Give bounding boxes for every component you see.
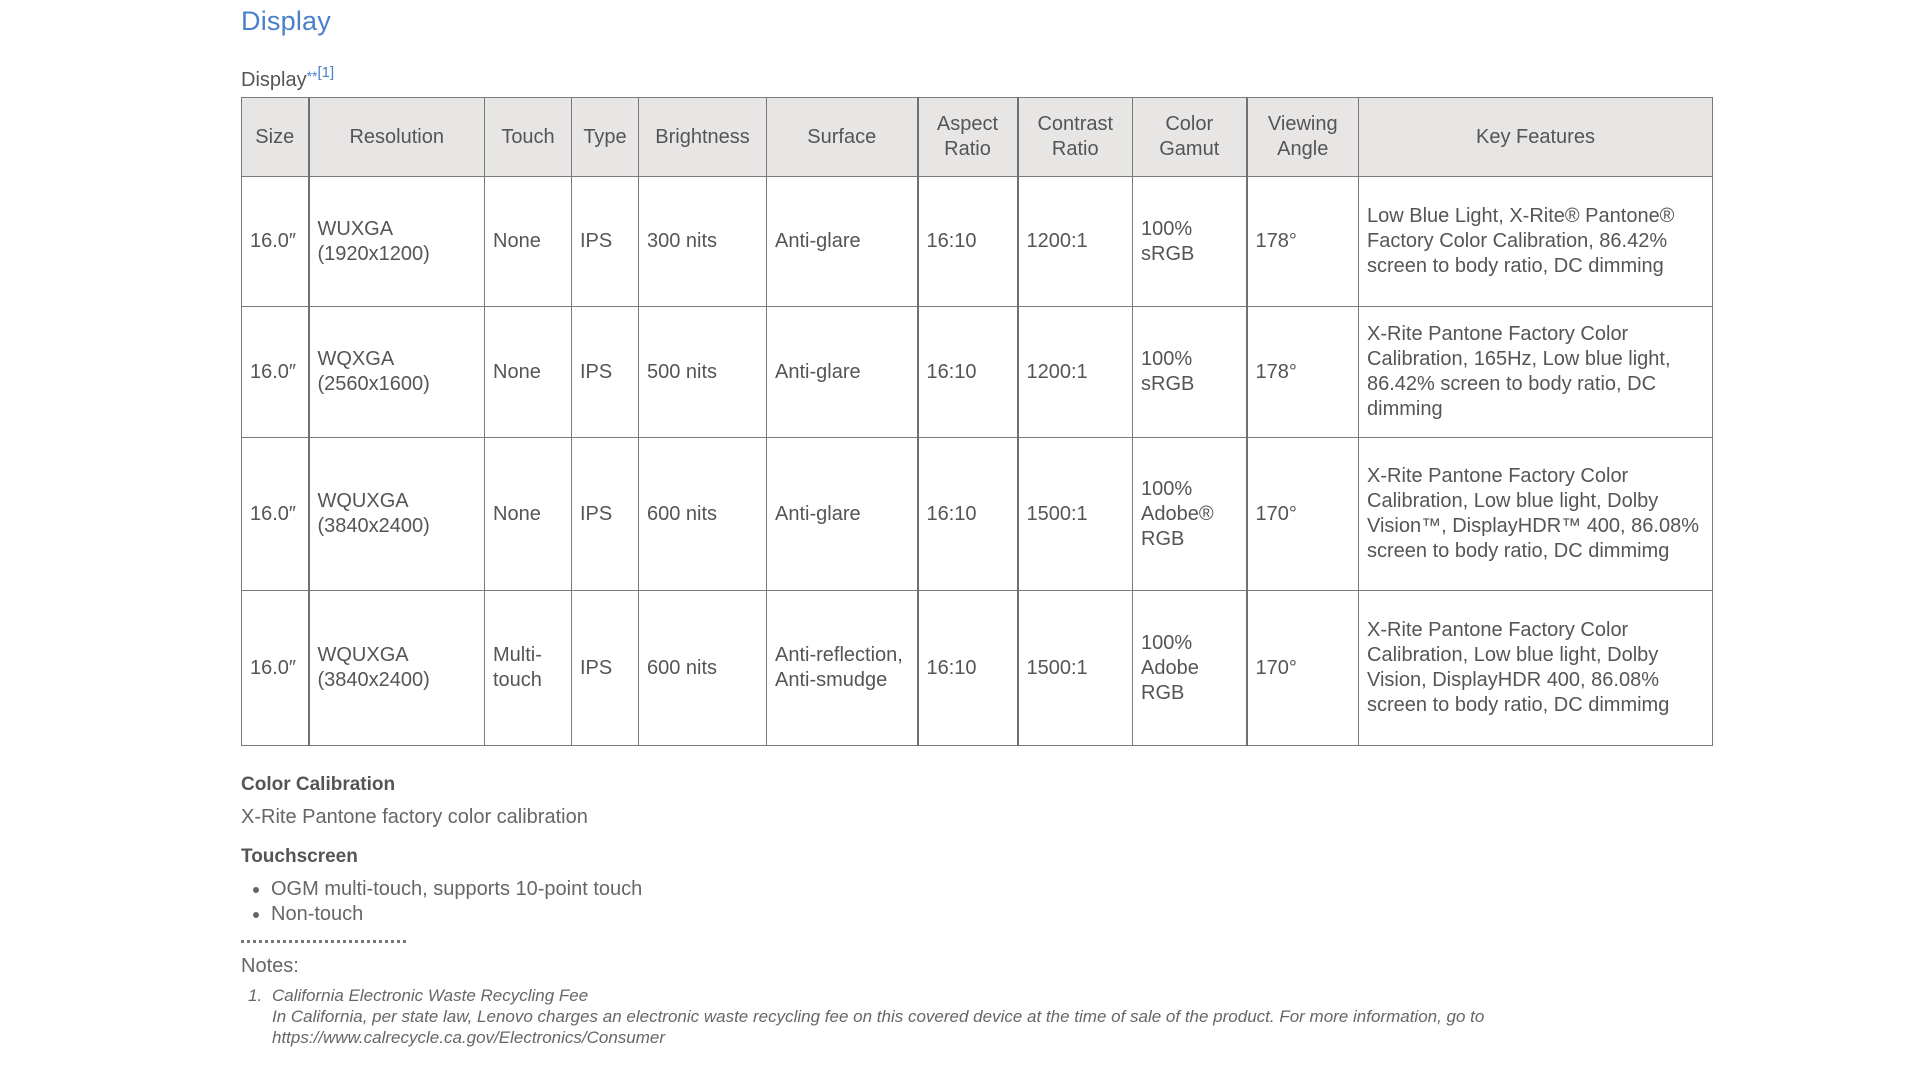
header-viewing-angle: Viewing Angle <box>1247 98 1359 177</box>
cell-surface: Anti-glare <box>767 177 918 307</box>
touchscreen-item: • Non-touch <box>271 902 642 927</box>
cell-surface: Anti-glare <box>767 438 918 591</box>
cell-type: IPS <box>572 307 639 438</box>
cell-key-features: X-Rite Pantone Factory Color Calibration, 165Hz, Low blue light, 86.42% screen to body ratio, DC dimming <box>1359 307 1713 438</box>
cell-brightness: 600 nits <box>639 591 767 746</box>
caption-text: Display <box>241 69 307 91</box>
cell-size: 16.0″ <box>242 307 309 438</box>
cell-color-gamut: 100% sRGB <box>1133 307 1247 438</box>
cell-resolution: WUXGA (1920x1200) <box>309 177 485 307</box>
note-title: California Electronic Waste Recycling Fee <box>272 986 589 1005</box>
header-color-gamut: Color Gamut <box>1133 98 1247 177</box>
header-aspect-ratio: Aspect Ratio <box>918 98 1018 177</box>
notes-list <box>248 985 1708 1048</box>
cell-color-gamut: 100% sRGB <box>1133 177 1247 307</box>
cell-touch: None <box>485 177 572 307</box>
notes-heading: Notes: <box>241 955 299 977</box>
cell-viewing-angle: 178° <box>1247 177 1359 307</box>
header-surface: Surface <box>767 98 918 177</box>
note-body <box>272 985 1708 1048</box>
cell-color-gamut: 100% Adobe® RGB <box>1133 438 1247 591</box>
cell-brightness: 300 nits <box>639 177 767 307</box>
table-row <box>242 307 1713 438</box>
cell-key-features: Low Blue Light, X-Rite® Pantone® Factory Color Calibration, 86.42% screen to body ratio, DC dimming <box>1359 177 1713 307</box>
header-size: Size <box>242 98 309 177</box>
touchscreen-list <box>241 877 642 927</box>
cell-touch: None <box>485 438 572 591</box>
cell-size: 16.0″ <box>242 177 309 307</box>
display-spec-table <box>241 97 1713 746</box>
cell-aspect-ratio: 16:10 <box>918 177 1018 307</box>
cell-color-gamut: 100% Adobe RGB <box>1133 591 1247 746</box>
touchscreen-item: • OGM multi-touch, supports 10-point touch <box>271 877 642 902</box>
cell-type: IPS <box>572 438 639 591</box>
color-calibration-heading: Color Calibration <box>241 774 396 795</box>
cell-surface: Anti-reflection, Anti-smudge <box>767 591 918 746</box>
footnote-ref-link[interactable]: [1] <box>317 64 335 81</box>
header-key-features: Key Features <box>1359 98 1713 177</box>
dotted-divider <box>241 940 406 943</box>
cell-contrast-ratio: 1500:1 <box>1018 591 1133 746</box>
table-header-row <box>242 98 1713 177</box>
cell-brightness: 500 nits <box>639 307 767 438</box>
table-caption <box>241 64 334 92</box>
cell-brightness: 600 nits <box>639 438 767 591</box>
cell-size: 16.0″ <box>242 591 309 746</box>
cell-contrast-ratio: 1500:1 <box>1018 438 1133 591</box>
cell-key-features: X-Rite Pantone Factory Color Calibration, Low blue light, Dolby Vision, DisplayHDR 400, 86.08% screen to body ratio, DC dimmimg <box>1359 591 1713 746</box>
touchscreen-heading: Touchscreen <box>241 846 358 867</box>
color-calibration-text: X-Rite Pantone factory color calibration <box>241 806 588 828</box>
header-resolution: Resolution <box>309 98 485 177</box>
cell-contrast-ratio: 1200:1 <box>1018 307 1133 438</box>
cell-surface: Anti-glare <box>767 307 918 438</box>
cell-resolution: WQUXGA (3840x2400) <box>309 591 485 746</box>
header-contrast-ratio: Contrast Ratio <box>1018 98 1133 177</box>
page-title: Display <box>241 6 331 36</box>
cell-key-features: X-Rite Pantone Factory Color Calibration, Low blue light, Dolby Vision™, DisplayHDR™ 400, 86.08% screen to body ratio, DC dimmimg <box>1359 438 1713 591</box>
cell-aspect-ratio: 16:10 <box>918 438 1018 591</box>
header-type: Type <box>572 98 639 177</box>
cell-resolution: WQXGA (2560x1600) <box>309 307 485 438</box>
cell-aspect-ratio: 16:10 <box>918 591 1018 746</box>
note-number: 1. <box>248 986 263 1005</box>
table-row <box>242 177 1713 307</box>
header-touch: Touch <box>485 98 572 177</box>
cell-touch: None <box>485 307 572 438</box>
cell-viewing-angle: 178° <box>1247 307 1359 438</box>
cell-size: 16.0″ <box>242 438 309 591</box>
cell-type: IPS <box>572 591 639 746</box>
header-brightness: Brightness <box>639 98 767 177</box>
cell-viewing-angle: 170° <box>1247 591 1359 746</box>
table-row <box>242 591 1713 746</box>
caption-stars: ** <box>306 68 318 84</box>
cell-type: IPS <box>572 177 639 307</box>
cell-resolution: WQUXGA (3840x2400) <box>309 438 485 591</box>
note-text: In California, per state law, Lenovo charges an electronic waste recycling fee on this covered device at the time of sale of the product. For more information, go to https://www.calrecycle.ca.gov/Electronics/Consumer <box>272 1007 1485 1047</box>
cell-viewing-angle: 170° <box>1247 438 1359 591</box>
cell-contrast-ratio: 1200:1 <box>1018 177 1133 307</box>
table-row <box>242 438 1713 591</box>
cell-aspect-ratio: 16:10 <box>918 307 1018 438</box>
cell-touch: Multi-touch <box>485 591 572 746</box>
